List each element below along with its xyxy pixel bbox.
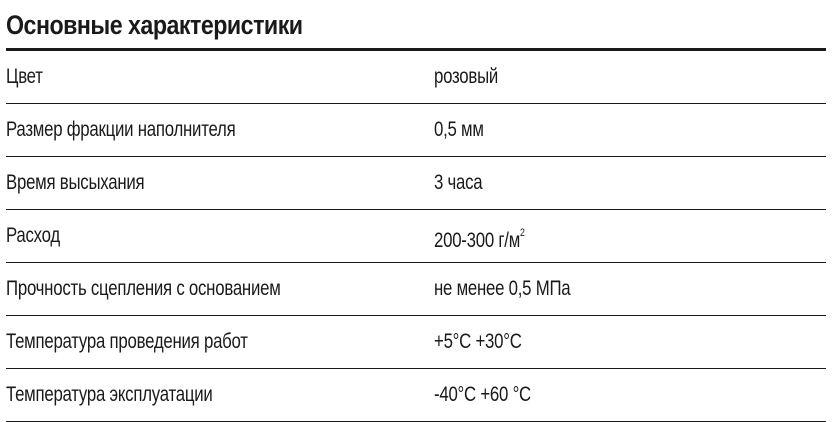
spec-value: 200-300 г/м [434, 229, 521, 252]
spec-value: розовый [434, 65, 499, 88]
spec-name: Цвет [6, 65, 43, 88]
spec-row-adhesion-strength [6, 263, 826, 316]
spec-name: Расход [6, 224, 60, 247]
spec-row-drying-time [6, 157, 826, 210]
spec-row-service-temperature [6, 369, 826, 422]
spec-value: -40°С +60 °С [434, 383, 531, 406]
spec-value: +5°С +30°С [434, 330, 522, 353]
spec-row-fraction-size [6, 104, 826, 157]
spec-row-consumption [6, 210, 826, 263]
spec-value: 3 часа [434, 171, 483, 194]
spec-row-application-temperature [6, 316, 826, 369]
spec-row-color [6, 51, 826, 104]
spec-value: 0,5 мм [434, 118, 484, 141]
spec-value: не менее 0,5 МПа [434, 277, 571, 300]
spec-name: Размер фракции наполнителя [6, 118, 236, 141]
spec-name: Прочность сцепления с основанием [6, 277, 281, 300]
specifications-table [6, 0, 826, 422]
spec-value-container [434, 210, 525, 262]
spec-name: Температура проведения работ [6, 330, 248, 353]
spec-name: Время высыхания [6, 171, 145, 194]
spec-name: Температура эксплуатации [6, 383, 213, 406]
section-title: Основные характеристики [6, 10, 303, 40]
spec-value-superscript: 2 [520, 227, 525, 239]
